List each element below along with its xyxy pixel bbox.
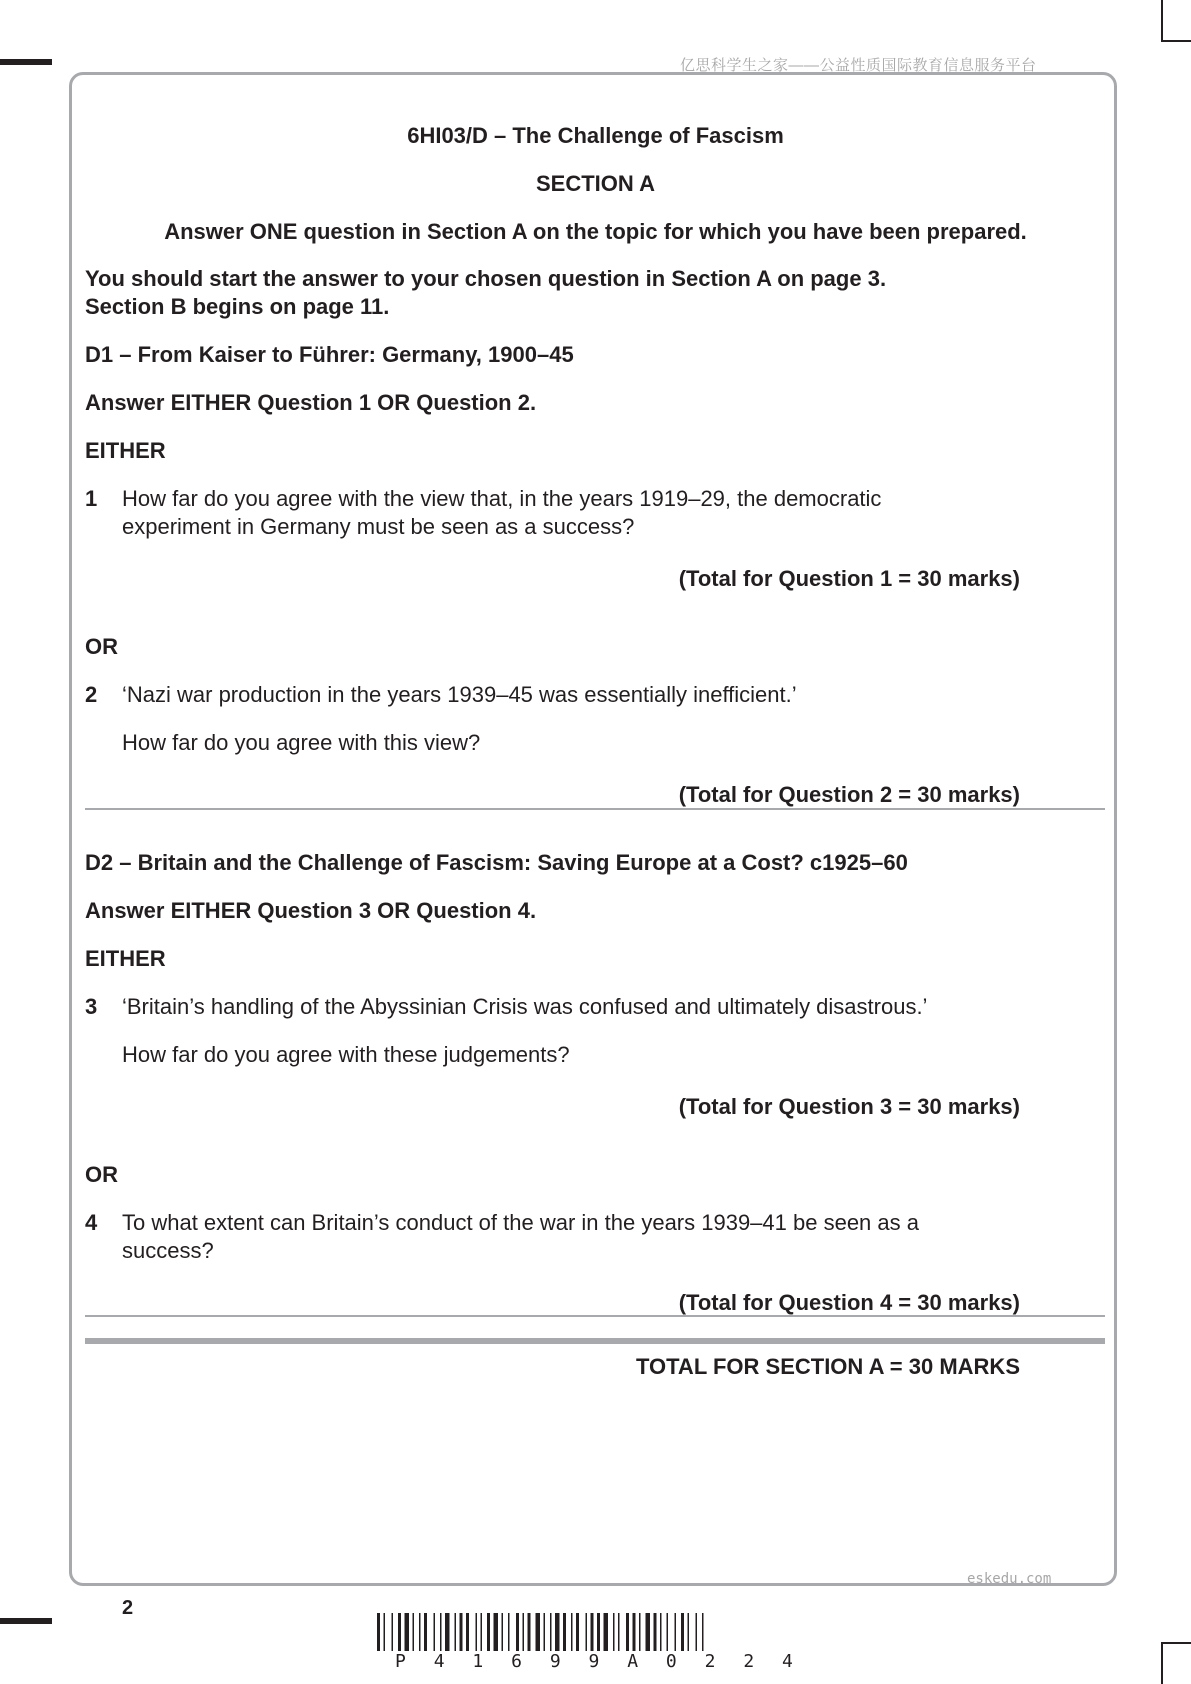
barcode-digit: 6 (511, 1651, 522, 1672)
barcode-bar (626, 1613, 629, 1651)
divider-d1-d2 (85, 808, 1105, 810)
barcode-bar (377, 1613, 380, 1651)
crop-mark-bottom-right-h (1161, 1642, 1191, 1644)
d1-either: EITHER (85, 438, 166, 463)
barcode-bar (681, 1613, 684, 1651)
barcode-bar (639, 1613, 641, 1651)
question-4-total: (Total for Question 4 = 30 marks) (678, 1290, 1020, 1315)
paper-title: 6HI03/D – The Challenge of Fascism (407, 123, 784, 148)
barcode-bar (604, 1613, 609, 1651)
crop-mark-bottom-right (1161, 1642, 1163, 1684)
barcode-bar (544, 1613, 546, 1651)
barcode-bar (563, 1613, 566, 1651)
barcode-bar (460, 1613, 463, 1651)
question-2-text: ‘Nazi war production in the years 1939–45 was essentially inefficient.’ (122, 682, 797, 707)
barcode-bar (660, 1613, 662, 1651)
barcode-bar (586, 1613, 588, 1651)
barcode-bar (528, 1613, 531, 1651)
barcode-bar (571, 1613, 573, 1651)
barcode-digit: 2 (704, 1651, 716, 1672)
barcode-digit: A (627, 1651, 639, 1672)
barcode-bar (618, 1613, 620, 1651)
barcode-digit: 1 (472, 1651, 484, 1672)
barcode-bar (405, 1613, 410, 1651)
barcode-bar (413, 1613, 415, 1651)
barcode-digit: 9 (588, 1651, 600, 1672)
barcode-bar (667, 1613, 669, 1651)
exam-content (85, 0, 1105, 1684)
question-2-prompt: How far do you agree with this view? (122, 730, 481, 755)
barcode-bar (613, 1613, 615, 1651)
barcode-bar (633, 1613, 636, 1651)
section-a-total: TOTAL FOR SECTION A = 30 MARKS (635, 1354, 1020, 1379)
barcode-bar (591, 1613, 594, 1651)
crop-mark-top-right-h (1161, 40, 1191, 42)
question-4-line-1: To what extent can Britain’s conduct of the war in the years 1939–41 be seen as a (122, 1210, 919, 1235)
barcode-bar (466, 1613, 469, 1651)
d2-heading: D2 – Britain and the Challenge of Fascism: Saving Europe at a Cost? c1925–60 (85, 850, 908, 875)
barcode-bar (576, 1613, 579, 1651)
barcode-digit: 0 (665, 1651, 677, 1672)
barcode-bar (654, 1613, 657, 1651)
barcode-bar (597, 1613, 600, 1651)
barcode-digit: P (395, 1651, 406, 1672)
question-2-total: (Total for Question 2 = 30 marks) (678, 782, 1020, 807)
divider-after-q4 (85, 1315, 1105, 1317)
barcode-bar (702, 1613, 704, 1651)
instruction-main: Answer ONE question in Section A on the topic for which you have been prepared. (164, 219, 1027, 244)
question-3-prompt: How far do you agree with these judgements? (122, 1042, 570, 1067)
barcode-bar (494, 1613, 499, 1651)
question-3-text: ‘Britain’s handling of the Abyssinian Crisis was confused and ultimately disastrous.’ (122, 994, 928, 1019)
barcode (377, 1613, 811, 1651)
barcode-bar (675, 1613, 677, 1651)
crop-mark-bottom-left (0, 1618, 52, 1624)
barcode-bar (476, 1613, 478, 1651)
watermark-bottom: eskedu.com (967, 1571, 1052, 1587)
question-1-number: 1 (85, 486, 98, 511)
question-3-number: 3 (85, 994, 98, 1019)
barcode-bar (424, 1613, 427, 1651)
instruction-start-line-2: Section B begins on page 11. (85, 294, 390, 319)
barcode-bar (502, 1613, 504, 1651)
d1-or: OR (85, 634, 118, 659)
question-4-line-2: success? (122, 1238, 214, 1263)
barcode-digits (377, 1651, 811, 1672)
d2-either: EITHER (85, 946, 166, 971)
barcode-digit: 4 (433, 1651, 445, 1672)
section-end-rule (85, 1338, 1105, 1344)
barcode-bar (481, 1613, 483, 1651)
barcode-bar (555, 1613, 560, 1651)
question-1-line-2: experiment in Germany must be seen as a success? (122, 514, 635, 539)
barcode-bar (550, 1613, 552, 1651)
barcode-bar (398, 1613, 401, 1651)
barcode-bar (440, 1613, 442, 1651)
barcode-bar (523, 1613, 525, 1651)
section-title: SECTION A (536, 171, 655, 196)
barcode-bar (392, 1613, 394, 1651)
question-2-number: 2 (85, 682, 98, 707)
barcode-bar (384, 1613, 386, 1651)
d2-answer-instruction: Answer EITHER Question 3 OR Question 4. (85, 898, 537, 923)
watermark-top: 亿思科学生之家——公益性质国际教育信息服务平台 (680, 57, 1037, 74)
d1-heading: D1 – From Kaiser to Führer: Germany, 1900–45 (85, 342, 574, 367)
barcode-bar (536, 1613, 541, 1651)
barcode-bar (455, 1613, 457, 1651)
d1-answer-instruction: Answer EITHER Question 1 OR Question 2. (85, 390, 537, 415)
page-number: 2 (122, 1597, 134, 1619)
barcode-digit: 4 (782, 1651, 793, 1672)
barcode-bar (487, 1613, 490, 1651)
barcode-bar (434, 1613, 436, 1651)
d2-or: OR (85, 1162, 118, 1187)
barcode-bar (445, 1613, 450, 1651)
question-4-number: 4 (85, 1210, 98, 1235)
barcode-bar (696, 1613, 698, 1651)
question-3-total: (Total for Question 3 = 30 marks) (678, 1094, 1020, 1119)
barcode-bar (646, 1613, 651, 1651)
question-1-line-1: How far do you agree with the view that, in the years 1919–29, the democratic (122, 486, 882, 511)
barcode-bar (508, 1613, 510, 1651)
barcode-bar (516, 1613, 519, 1651)
crop-mark-top-right (1161, 0, 1163, 42)
question-1-total: (Total for Question 1 = 30 marks) (678, 566, 1020, 591)
barcode-digit: 2 (743, 1651, 755, 1672)
barcode-bar (688, 1613, 690, 1651)
barcode-bar (419, 1613, 421, 1651)
crop-mark-top-left (0, 59, 52, 65)
instruction-start-line-1: You should start the answer to your chosen question in Section A on page 3. (85, 266, 887, 291)
barcode-digit: 9 (549, 1651, 561, 1672)
